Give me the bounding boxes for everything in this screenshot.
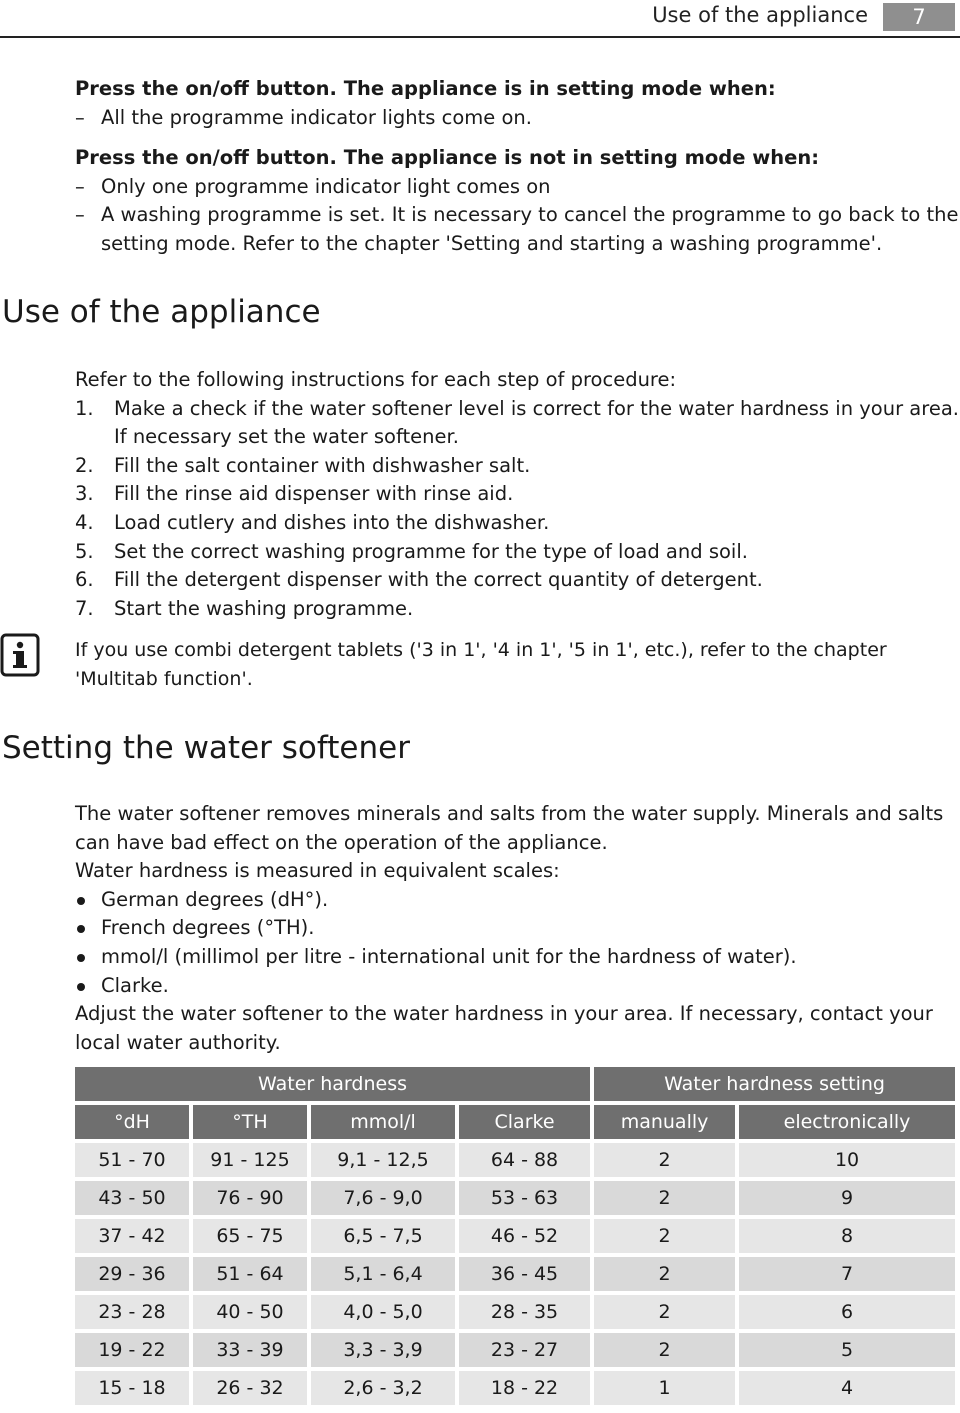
table-cell: 2: [594, 1181, 739, 1215]
step-text: Fill the detergent dispenser with the correct quantity of detergent.: [114, 568, 763, 592]
step-text: Fill the salt container with dishwasher salt.: [114, 453, 531, 477]
table-cell: 51 - 64: [193, 1257, 311, 1291]
table-cell: 64 - 88: [459, 1143, 594, 1177]
table-cell: 10: [739, 1143, 955, 1177]
table-cell: 9,1 - 12,5: [311, 1143, 459, 1177]
use-intro: Refer to the following instructions for each step of procedure:: [75, 368, 677, 391]
bullet-text: Clarke.: [101, 973, 169, 997]
multitab-note: If you use combi detergent tablets ('3 in 1', '4 in 1', '5 in 1', etc.), refer to the chapter 'Multitab function'.: [75, 639, 887, 690]
table-cell: 65 - 75: [193, 1219, 311, 1253]
table-cell: 7,6 - 9,0: [311, 1181, 459, 1215]
setting-mode-on-lead: Press the on/off button. The appliance is in setting mode when:: [75, 77, 776, 100]
dash-marker: –: [75, 203, 85, 227]
table-row: [75, 1143, 955, 1177]
bullet-dot: [77, 983, 85, 991]
table-cell: 36 - 45: [459, 1257, 594, 1291]
step-text: Start the washing programme.: [114, 596, 414, 620]
table-row: [75, 1219, 955, 1253]
step-item: [75, 480, 960, 509]
bullet-item: [75, 914, 960, 943]
step-text: Make a check if the water softener level is correct for the water hardness in your area. If necessary set the water softener.: [114, 396, 959, 449]
step-number: 6.: [75, 568, 94, 592]
bullet-item: [75, 972, 960, 1001]
step-number: 4.: [75, 510, 94, 534]
table-cell: 23 - 28: [75, 1295, 193, 1329]
step-text: Set the correct washing programme for the type of load and soil.: [114, 539, 748, 563]
table-cell: 2: [594, 1295, 739, 1329]
step-number: 3.: [75, 482, 94, 506]
step-item: [75, 395, 960, 452]
water-hardness-table: [75, 1063, 955, 1409]
table-group-header-row: [75, 1067, 955, 1101]
table-cell: 2: [594, 1257, 739, 1291]
step-item: [75, 452, 960, 481]
softener-para-3: Adjust the water softener to the water hardness in your area. If necessary, contact your local water authority.: [75, 1002, 933, 1054]
table-cell: 37 - 42: [75, 1219, 193, 1253]
list-item: [75, 201, 960, 258]
setting-mode-on-block: [75, 75, 960, 132]
list-item-text: All the programme indicator lights come on.: [101, 105, 532, 129]
table-row: [75, 1181, 955, 1215]
table-cell: 43 - 50: [75, 1181, 193, 1215]
column-header: mmol/l: [311, 1105, 459, 1139]
step-number: 1.: [75, 396, 94, 420]
step-number: 2.: [75, 453, 94, 477]
info-icon: [0, 633, 40, 677]
table-cell: 4: [739, 1371, 955, 1405]
table-cell: 76 - 90: [193, 1181, 311, 1215]
list-item-text: Only one programme indicator light comes on: [101, 174, 551, 198]
table-cell: 1: [594, 1371, 739, 1405]
step-number: 5.: [75, 539, 94, 563]
table-cell: 5,1 - 6,4: [311, 1257, 459, 1291]
column-header: °dH: [75, 1105, 193, 1139]
bullet-text: German degrees (dH°).: [101, 887, 329, 911]
column-header: °TH: [193, 1105, 311, 1139]
group-header-water-hardness: Water hardness: [75, 1067, 594, 1101]
softener-section-heading: Setting the water softener: [2, 730, 410, 766]
table-cell: 53 - 63: [459, 1181, 594, 1215]
table-column-header-row: [75, 1105, 955, 1139]
table-cell: 18 - 22: [459, 1371, 594, 1405]
setting-mode-off-lead: Press the on/off button. The appliance is not in setting mode when:: [75, 146, 820, 169]
table-cell: 28 - 35: [459, 1295, 594, 1329]
softener-para-1: The water softener removes minerals and salts from the water supply. Minerals and salts can have bad effect on the operation of the appliance.: [75, 802, 944, 854]
table-cell: 3,3 - 3,9: [311, 1333, 459, 1367]
step-item: [75, 538, 960, 567]
list-item-text: A washing programme is set. It is necessary to cancel the programme to go back to the setting mode. Refer to the chapter 'Setting and starting a washing programme'.: [101, 203, 959, 255]
header-title: Use of the appliance: [652, 3, 868, 27]
table-cell: 6,5 - 7,5: [311, 1219, 459, 1253]
table-row: [75, 1333, 955, 1367]
bullet-item: [75, 886, 960, 915]
table-cell: 33 - 39: [193, 1333, 311, 1367]
table-cell: 4,0 - 5,0: [311, 1295, 459, 1329]
softener-text-block: [75, 800, 960, 1057]
bullet-text: French degrees (°TH).: [101, 916, 315, 940]
use-section-heading: Use of the appliance: [2, 294, 321, 330]
bullet-text: mmol/l (millimol per litre - international unit for the hardness of water).: [101, 944, 797, 968]
dash-marker: –: [75, 174, 85, 198]
group-header-hardness-setting: Water hardness setting: [594, 1067, 955, 1101]
softener-para-2: Water hardness is measured in equivalent scales:: [75, 859, 560, 883]
page-header: [0, 0, 960, 38]
table-cell: 46 - 52: [459, 1219, 594, 1253]
table-row: [75, 1257, 955, 1291]
header-rule: [0, 36, 960, 38]
table-cell: 23 - 27: [459, 1333, 594, 1367]
table-row: [75, 1371, 955, 1405]
table-cell: 91 - 125: [193, 1143, 311, 1177]
table-cell: 2,6 - 3,2: [311, 1371, 459, 1405]
bullet-dot: [77, 897, 85, 905]
step-item: [75, 566, 960, 595]
table-cell: 15 - 18: [75, 1371, 193, 1405]
column-header: Clarke: [459, 1105, 594, 1139]
list-item: [75, 173, 960, 202]
step-item: [75, 509, 960, 538]
table-cell: 51 - 70: [75, 1143, 193, 1177]
table-cell: 5: [739, 1333, 955, 1367]
step-text: Fill the rinse aid dispenser with rinse aid.: [114, 482, 514, 506]
column-header: electronically: [739, 1105, 955, 1139]
table-cell: 9: [739, 1181, 955, 1215]
table-cell: 7: [739, 1257, 955, 1291]
bullet-dot: [77, 925, 85, 933]
step-item: [75, 595, 960, 624]
dash-marker: –: [75, 105, 85, 129]
table-cell: 40 - 50: [193, 1295, 311, 1329]
list-item: [75, 104, 960, 133]
table-cell: 6: [739, 1295, 955, 1329]
table-cell: 19 - 22: [75, 1333, 193, 1367]
column-header: manually: [594, 1105, 739, 1139]
table-cell: 2: [594, 1219, 739, 1253]
step-text: Load cutlery and dishes into the dishwasher.: [114, 510, 550, 534]
table-cell: 29 - 36: [75, 1257, 193, 1291]
page-number: 7: [883, 3, 955, 31]
bullet-dot: [77, 954, 85, 962]
table-cell: 8: [739, 1219, 955, 1253]
step-number: 7.: [75, 596, 94, 620]
table-row: [75, 1295, 955, 1329]
table-cell: 2: [594, 1143, 739, 1177]
table-cell: 2: [594, 1333, 739, 1367]
setting-mode-off-block: [75, 144, 960, 258]
table-cell: 26 - 32: [193, 1371, 311, 1405]
bullet-item: [75, 943, 960, 972]
use-steps-block: [75, 366, 960, 623]
